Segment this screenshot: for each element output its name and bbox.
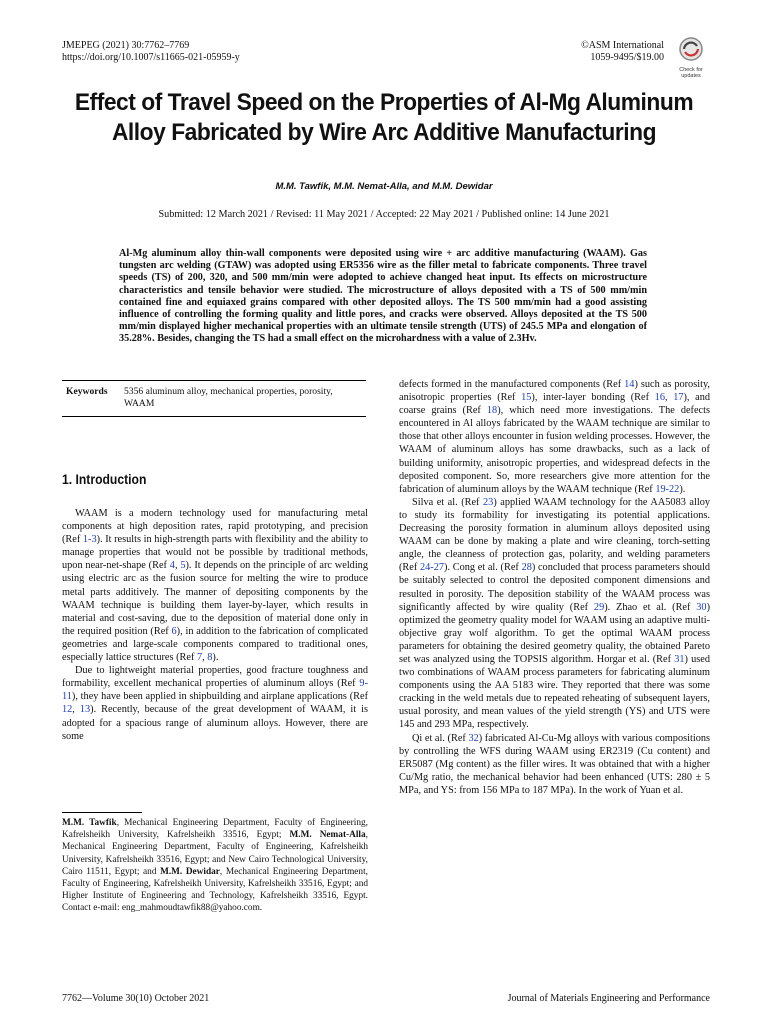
- text-run: ). It results in high-strength parts with flexibility and the ability to manage properties that would not be possible by traditional methods, upon near-net-shape (Ref: [62, 534, 369, 572]
- reference-link[interactable]: 5: [180, 560, 186, 572]
- keywords-box: [62, 380, 366, 417]
- reference-link[interactable]: 19-22: [655, 483, 680, 495]
- paragraph: [399, 732, 710, 797]
- reference-link[interactable]: 17: [673, 392, 684, 404]
- body-column-left: [62, 507, 368, 743]
- reference-link[interactable]: 9-11: [62, 678, 368, 703]
- text-run: ) fabricated Al-Cu-Mg alloys with various compositions by controlling the WFS during WAAM using ER2319 (Cu content) and ER5087 (Mg content) as the filler wires. It was obtained that with a higher Cu/Mg ratio, the mechanical behavior had been enhanced (UTS: 280 ± 5 MPa, and YS: from 156 MPa to 187 MPa). In the work of Yuan et al.: [399, 732, 710, 796]
- page-footer-right: Journal of Materials Engineering and Performance: [507, 993, 710, 1004]
- keywords-text: 5356 aluminum alloy, mechanical properties, porosity, WAAM: [124, 386, 333, 409]
- text-run: ). It depends on the principle of arc welding using electric arc as the fusion source for melting the wire to produce metal parts additively. The manner of depositing components by the WAAM technique is building them layer-by-layer, which results in material and cost-saving, due to the deposition of material done only in the required position (Ref: [62, 560, 368, 637]
- reference-link[interactable]: 23: [483, 496, 494, 508]
- paper-title: Effect of Travel Speed on the Properties of Al-Mg Aluminum Alloy Fabricated by Wire Arc Additive Manufacturing: [74, 89, 694, 146]
- text-run: ) applied WAAM technology for the AA5083 alloy to study its formability for investigating its potential applications. Decreasing the porosity formation in aluminum alloys deposited using WAAM can be done by making a plate and wire cleaning, torch-setting angle, the cleanness of protection gas, polarity, and welding parameters (Ref: [399, 496, 710, 574]
- text-run: ) such as porosity, anisotropic properties (Ref: [399, 379, 710, 404]
- text-run: ,: [174, 560, 181, 572]
- paragraph: [399, 378, 710, 496]
- journal-citation: [62, 40, 240, 64]
- reference-link[interactable]: 6: [171, 625, 177, 637]
- paragraph: [399, 496, 710, 732]
- text-run: Silva et al. (Ref: [412, 496, 484, 508]
- affiliation-entry: M.M. Dewidar, Mechanical Engineering Department, Faculty of Engineering, Kafrelsheikh University, Kafrelsheikh 33516, Egypt; and Higher Institute of Engineering and Technology, Kafrelsheikh 33516, Egypt. Contact e-mail: eng_mahmoudtawfik88@yahoo.com.: [62, 866, 368, 914]
- text-run: ,: [72, 704, 80, 716]
- reference-link[interactable]: 28: [521, 562, 532, 574]
- footnote-rule: [62, 812, 142, 813]
- text-run: ). Cong et al. (Ref: [444, 562, 522, 574]
- reference-link[interactable]: 7: [196, 652, 203, 664]
- text-run: ) optimized the geometry quality model for WAAM using an adaptive multi-objective gray wolf algorithm. To get the optimal WAAM process parameters for obtaining the desired geometry quality, the obtained Pareto set was analyzed using the TOPSIS algorithm. Horgar et al. (Ref: [399, 601, 711, 665]
- badge-text-2: updates: [681, 73, 701, 79]
- reference-link[interactable]: 16: [654, 392, 665, 404]
- doi-link[interactable]: https://doi.org/10.1007/s11665-021-05959-y: [62, 52, 240, 63]
- text-run: ).: [212, 652, 219, 664]
- text-run: ).: [679, 483, 686, 495]
- reference-link[interactable]: 18: [486, 405, 498, 417]
- reference-link[interactable]: 29: [593, 601, 605, 613]
- reference-link[interactable]: 8: [207, 652, 213, 664]
- badge-text-1: Check for: [679, 67, 703, 73]
- text-run: ) used two combinations of WAAM process parameters for fabricating aluminum components using the AA 5183 wire. They reported that there was some cracking in the weld metals due to repeated reheating of subsequent layers, usual porosity, and mean values of the yield strength (YS) and UTS were 145 and 293 MPa, respectively.: [399, 653, 710, 731]
- publisher-info: [581, 40, 664, 64]
- text-run: ) concluded that process parameters should be suitably selected to control the deposited component dimensions and resulted in porosity. The deposition stability of the WAAM process was significantly affected by wire quality (Ref: [399, 562, 711, 613]
- text-run: Due to lightweight material properties, good fracture toughness and formability, excellent mechanical properties of aluminum alloys (Ref: [62, 665, 368, 690]
- affiliation-entry: M.M. Nemat-Alla, Mechanical Engineering Department, Faculty of Engineering, Kafrelsheikh University, Kafrelsheikh 33516, Egypt; and New Cairo Technological University, Cairo 11511, Egypt; and: [62, 830, 368, 877]
- paragraph: [62, 507, 368, 664]
- submission-dates: Submitted: 12 March 2021 / Revised: 11 May 2021 / Accepted: 22 May 2021 / Published online: 14 June 2021: [158, 209, 610, 220]
- section-heading: 1. Introduction: [62, 472, 147, 487]
- reference-link[interactable]: 1-3: [82, 534, 97, 546]
- reference-link[interactable]: 30: [696, 601, 707, 613]
- reference-link[interactable]: 31: [674, 653, 685, 665]
- text-run: defects formed in the manufactured components (Ref: [399, 379, 625, 390]
- reference-link[interactable]: 4: [169, 560, 175, 572]
- abstract: Al-Mg aluminum alloy thin-wall components were deposited using wire + arc additive manufacturing (WAAM). Gas tungsten arc welding (GTAW) was adopted using ER5356 wire as the filler metal to fabricate components. Three travel speeds (TS) of 200, 320, and 500 mm/min were adopted to achieve changed heat input. Its effects on microstructure characteristics and tensile behavior were studied. The microstructure of alloys deposited with a TS of 500 mm/min contained fine and equiaxed grains compared with other deposited alloys. The TS 500 mm/min had a good assisting influence of controlling the forming quality and little pores, and cracks were observed. Alloys deposited at the TS 500 mm/min displayed higher mechanical properties with an ultimate tensile strength (UTS) of 245.5 MPa and elongation of 35.28%. Besides, changing the TS had a small effect on the microhardness with a value of 2.3Hv.: [119, 248, 647, 345]
- body-column-right: [399, 378, 710, 797]
- reference-link[interactable]: 13: [79, 704, 91, 716]
- text-run: ,: [202, 652, 208, 664]
- keywords-label: Keywords: [66, 386, 108, 397]
- affiliations: [62, 817, 368, 915]
- page-footer-left: 7762—Volume 30(10) October 2021: [62, 993, 210, 1004]
- text-run: ), they have been applied in shipbuilding and airplane applications (Ref: [71, 691, 368, 703]
- affiliation-entry: M.M. Tawfik, Mechanical Engineering Department, Faculty of Engineering, Kafrelsheikh University, Kafrelsheikh 33516, Egypt;: [62, 818, 368, 841]
- reference-link[interactable]: 14: [624, 379, 635, 390]
- text-run: ). Zhao et al. (Ref: [604, 601, 697, 613]
- copyright: ©ASM International: [581, 40, 664, 51]
- text-run: ,: [664, 392, 674, 404]
- text-run: ), which need more investigations. The defects encountered in Al alloys fabricated by the WAAM technique are similar to those that other alloys encounter in fusion welding processes. However, the WAAM of aluminum alloys has some drawbacks, such as a lack of building uniformity, anisotropic properties, and widespread defects in the deposited component. So, more researchers give more attention for the fabrication of aluminum alloys by the WAAM technique (Ref: [399, 405, 710, 495]
- reference-link[interactable]: 32: [468, 732, 479, 744]
- paragraph: [62, 664, 368, 743]
- text-run: Qi et al. (Ref: [412, 732, 469, 744]
- reference-link[interactable]: 12: [62, 704, 73, 716]
- text-run: ), inter-layer bonding (Ref: [531, 392, 655, 404]
- text-run: ), in addition to the fabrication of complicated geometries and large-scale components compared to traditional ones, especially lattice structures (Ref: [62, 625, 369, 664]
- text-run: ), and coarse grains (Ref: [399, 392, 710, 417]
- check-for-updates-badge[interactable]: [672, 36, 710, 79]
- text-run: ). Recently, because of the great development of WAAM, it is adopted for a spacious range of aluminum alloys. However, there are some: [62, 704, 368, 742]
- reference-link[interactable]: 24-27: [420, 562, 445, 574]
- check-updates-icon: [672, 36, 710, 62]
- text-run: WAAM is a modern technology used for manufacturing metal components at high deposition rates, rapid prototyping, and precision (Ref: [62, 508, 368, 546]
- reference-link[interactable]: 15: [521, 392, 532, 404]
- author-list: M.M. Tawfik, M.M. Nemat-Alla, and M.M. Dewidar: [275, 181, 493, 192]
- journal-line: JMEPEG (2021) 30:7762–7769: [62, 40, 190, 51]
- price: 1059-9495/$19.00: [590, 52, 664, 63]
